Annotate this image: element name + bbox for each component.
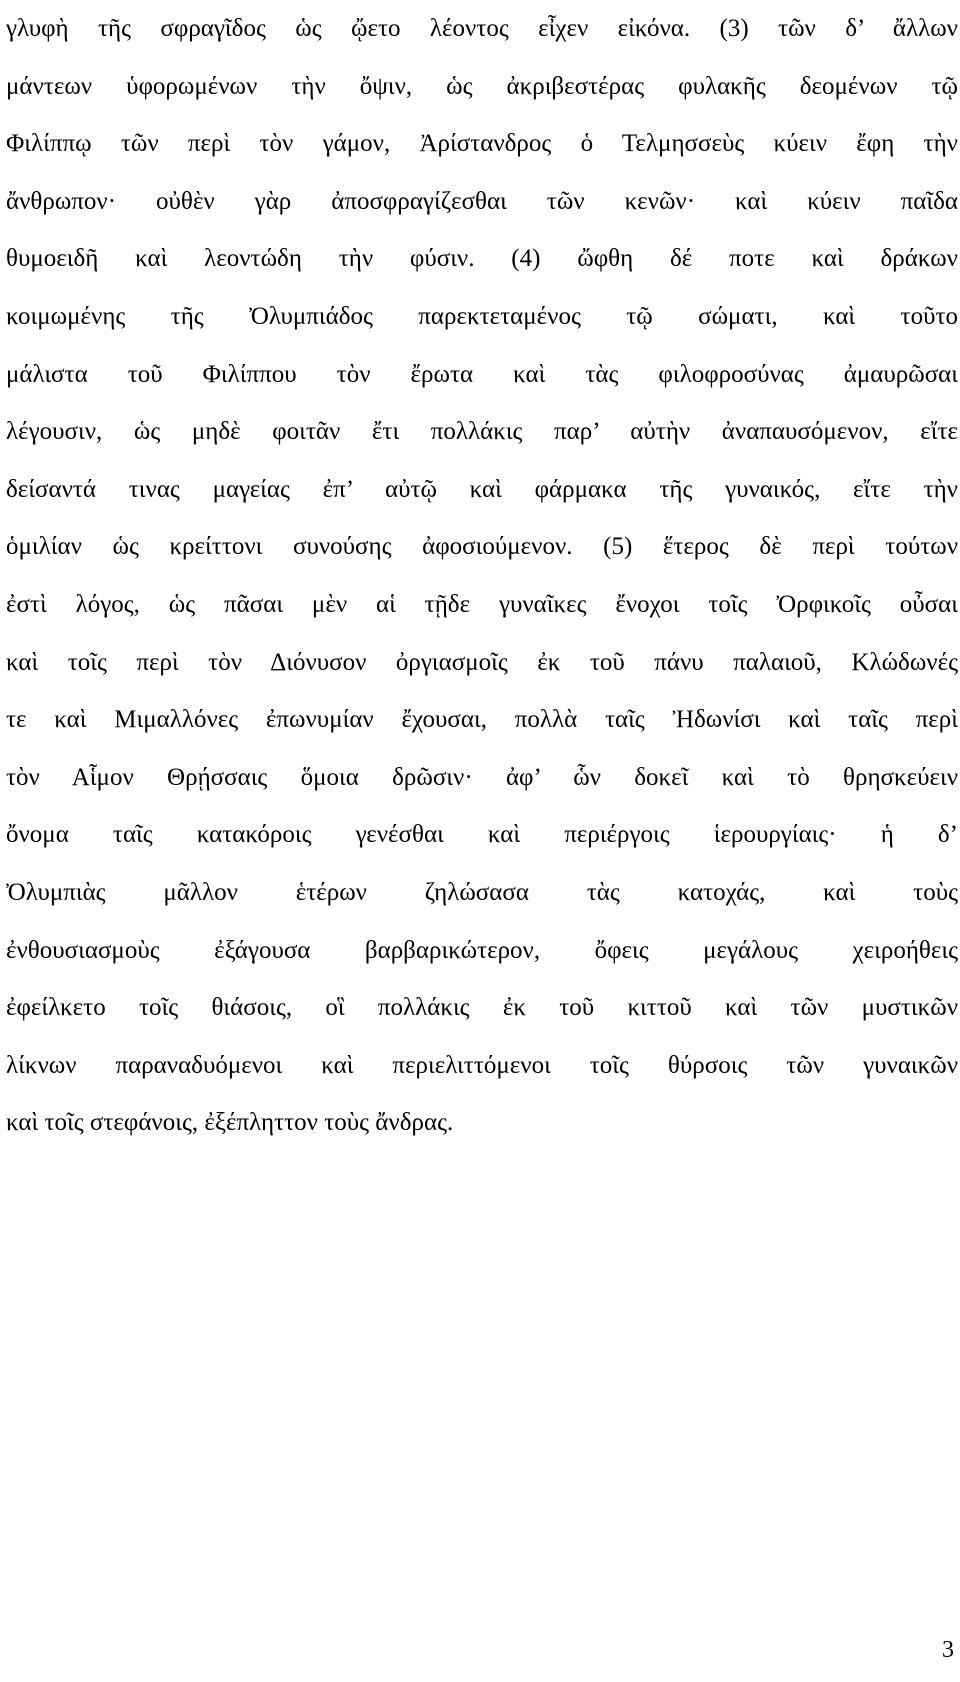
body-text [6, 0, 958, 1152]
text-line: ὄνομα ταῖς κατακόροις γενέσθαι καὶ περιέργοις ἱερουργίαις· ἡ δ’ [6, 821, 958, 849]
text-line: ἐφείλκετο τοῖς θιάσοις, οἳ πολλάκις ἐκ τοῦ κιττοῦ καὶ τῶν μυστικῶν [6, 994, 958, 1022]
text-line: κοιμωμένης τῆς Ὀλυμπιάδος παρεκτεταμένος τῷ σώματι, καὶ τοῦτο [6, 302, 958, 330]
page-number: 3 [942, 1637, 954, 1663]
text-line: ἄνθρωπον· οὐθὲν γὰρ ἀποσφραγίζεσθαι τῶν κενῶν· καὶ κύειν παῖδα [6, 187, 958, 215]
text-line: τὸν Αἷμον Θρῄσσαις ὅμοια δρῶσιν· ἀφ’ ὧν δοκεῖ καὶ τὸ θρησκεύειν [6, 763, 958, 791]
text-line: λίκνων παραναδυόμενοι καὶ περιελιττόμενοι τοῖς θύρσοις τῶν γυναικῶν [6, 1051, 958, 1079]
text-line: δείσαντά τινας μαγείας ἐπ’ αὐτῷ καὶ φάρμακα τῆς γυναικός, εἴτε τὴν [6, 475, 958, 503]
text-line: ὁμιλίαν ὡς κρείττονι συνούσης ἀφοσιούμενον. (5) ἕτερος δὲ περὶ τούτων [6, 533, 958, 561]
text-line: ἐνθουσιασμοὺς ἐξάγουσα βαρβαρικώτερον, ὄφεις μεγάλους χειροήθεις [6, 936, 958, 964]
text-line: Ὀλυμπιὰς μᾶλλον ἑτέρων ζηλώσασα τὰς κατοχάς, καὶ τοὺς [6, 878, 958, 906]
text-line: γλυφὴ τῆς σφραγῖδος ὡς ᾤετο λέοντος εἶχεν εἰκόνα. (3) τῶν δ’ ἄλλων [6, 15, 958, 42]
text-line: θυμοειδῆ καὶ λεοντώδη τὴν φύσιν. (4) ὤφθη δέ ποτε καὶ δράκων [6, 245, 958, 273]
text-line: μάντεων ὑφορωμένων τὴν ὄψιν, ὡς ἀκριβεστέρας φυλακῆς δεομένων τῷ [6, 72, 958, 100]
text-line: μάλιστα τοῦ Φιλίππου τὸν ἔρωτα καὶ τὰς φιλοφροσύνας ἀμαυρῶσαι [6, 360, 958, 388]
text-line: λέγουσιν, ὡς μηδὲ φοιτᾶν ἔτι πολλάκις παρ’ αὐτὴν ἀναπαυσόμενον, εἴτε [6, 418, 958, 446]
text-line: ἐστὶ λόγος, ὡς πᾶσαι μὲν αἱ τῇδε γυναῖκες ἔνοχοι τοῖς Ὀρφικοῖς οὖσαι [6, 590, 958, 618]
text-line: τε καὶ Μιμαλλόνες ἐπωνυμίαν ἔχουσαι, πολλὰ ταῖς Ἠδωνίσι καὶ ταῖς περὶ [6, 706, 958, 734]
text-line: Φιλίππῳ τῶν περὶ τὸν γάμον, Ἀρίστανδρος ὁ Τελμησσεὺς κύειν ἔφη τὴν [6, 130, 958, 158]
text-line: καὶ τοῖς στεφάνοις, ἐξέπληττον τοὺς ἄνδρας. [6, 1109, 454, 1137]
text-line: καὶ τοῖς περὶ τὸν Διόνυσον ὀργιασμοῖς ἐκ τοῦ πάνυ παλαιοῦ, Κλώδωνές [6, 648, 958, 676]
